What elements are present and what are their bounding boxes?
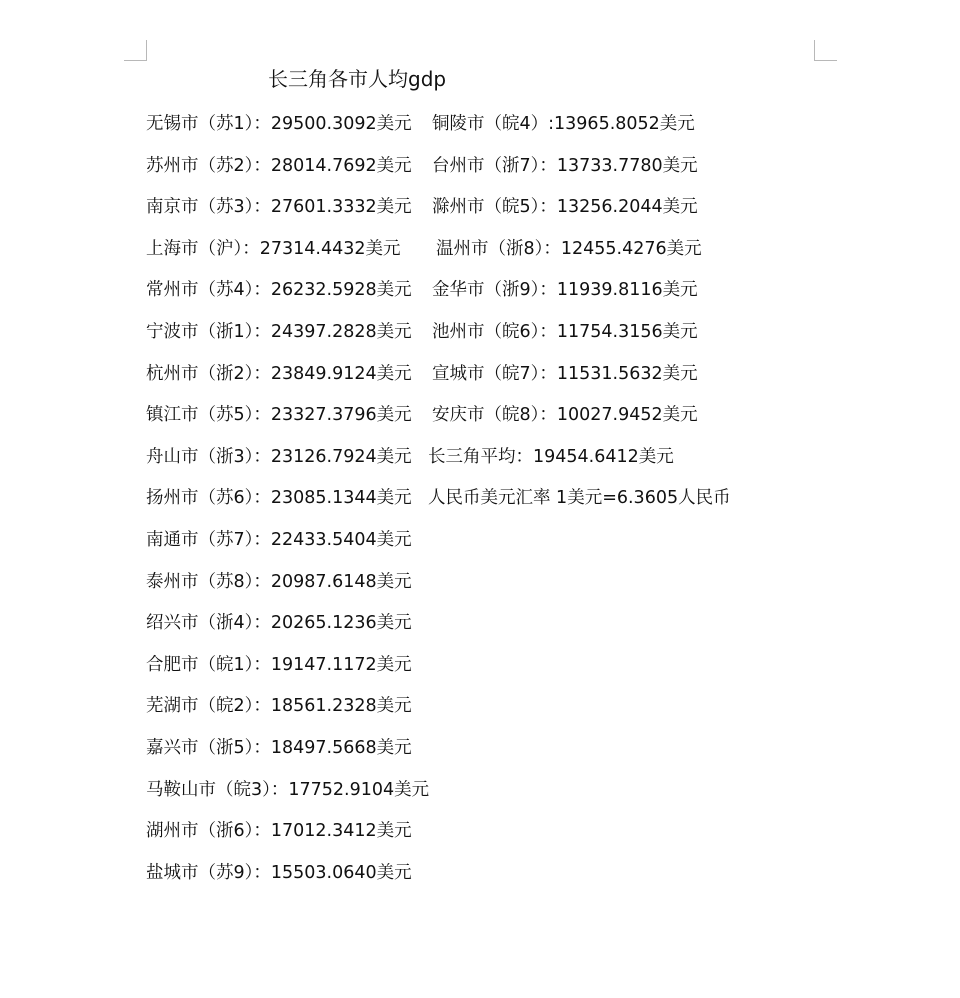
city-gdp-line: 盐城市（苏9）：15503.0640美元 (146, 862, 412, 883)
city-gdp-line: 绍兴市（浙4）：20265.1236美元 (146, 613, 412, 634)
city-gdp-line: 宣城市（皖7）：11531.5632美元 (432, 363, 698, 384)
page-corner-mark-top-right (814, 40, 837, 61)
page-corner-mark-top-left (124, 40, 147, 61)
city-gdp-line: 杭州市（浙2）：23849.9124美元 (146, 363, 412, 384)
city-gdp-line: 芜湖市（皖2）：18561.2328美元 (146, 696, 412, 717)
city-gdp-line: 舟山市（浙3）：23126.7924美元 (146, 446, 412, 467)
city-gdp-line: 宁波市（浙1）：24397.2828美元 (146, 321, 412, 342)
city-gdp-line: 滁州市（皖5）：13256.2044美元 (432, 197, 698, 218)
city-gdp-line: 南京市（苏3）：27601.3332美元 (146, 197, 412, 218)
city-gdp-line: 台州市（浙7）：13733.7780美元 (432, 155, 698, 176)
city-gdp-line: 嘉兴市（浙5）：18497.5668美元 (146, 737, 412, 758)
left-city-list (146, 111, 429, 901)
city-gdp-line: 池州市（皖6）：11754.3156美元 (432, 321, 698, 342)
city-gdp-line: 镇江市（苏5）：23327.3796美元 (146, 405, 412, 426)
exchange-rate-line: 人民币美元汇率 1美元=6.3605人民币 (428, 488, 731, 509)
city-gdp-line: 常州市（苏4）：26232.5928美元 (146, 280, 412, 301)
right-city-list (428, 111, 731, 527)
city-gdp-line: 无锡市（苏1）：29500.3092美元 (146, 114, 412, 134)
city-gdp-line: 合肥市（皖1）：19147.1172美元 (146, 654, 412, 675)
city-gdp-line: 扬州市（苏6）：23085.1344美元 (146, 488, 412, 509)
city-gdp-line: 苏州市（苏2）：28014.7692美元 (146, 155, 412, 176)
city-gdp-line: 温州市（浙8）：12455.4276美元 (436, 238, 702, 259)
city-gdp-line: 铜陵市（皖4）:13965.8052美元 (432, 114, 695, 134)
city-gdp-line: 金华市（浙9）：11939.8116美元 (432, 280, 698, 301)
document-title: 长三角各市人均gdp (268, 67, 447, 91)
regional-average-line: 长三角平均：19454.6412美元 (428, 446, 674, 467)
city-gdp-line: 湖州市（浙6）：17012.3412美元 (146, 821, 412, 842)
city-gdp-line: 泰州市（苏8）：20987.6148美元 (146, 571, 412, 592)
city-gdp-line: 南通市（苏7）：22433.5404美元 (146, 529, 412, 550)
city-gdp-line: 马鞍山市（皖3）：17752.9104美元 (146, 779, 430, 800)
city-gdp-line: 安庆市（皖8）：10027.9452美元 (432, 405, 698, 426)
city-gdp-line: 上海市（沪）：27314.4432美元 (146, 238, 401, 259)
